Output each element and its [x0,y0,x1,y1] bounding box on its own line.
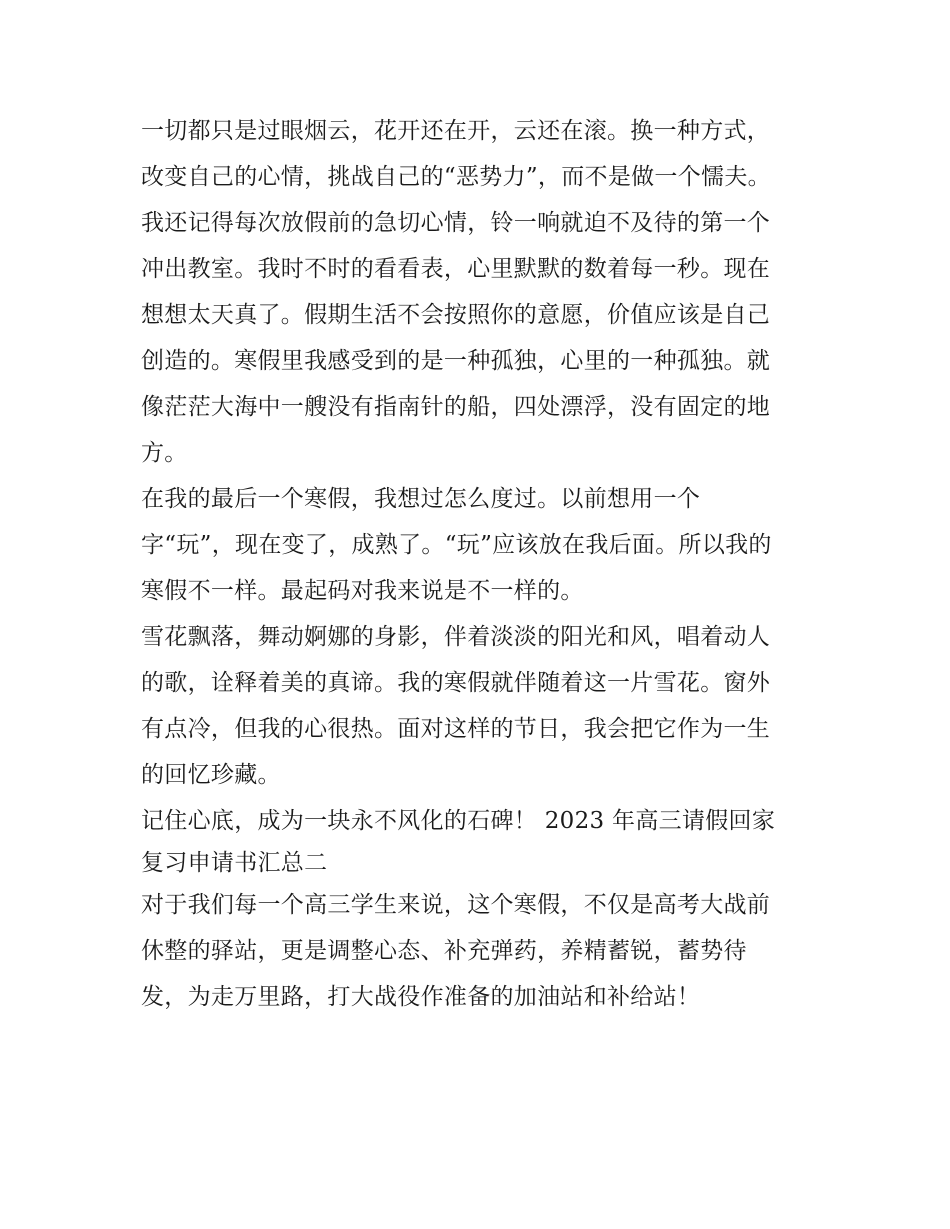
text-line: 的回忆珍藏。 [141,762,281,788]
text-line: 的歌，诠释着美的真谛。我的寒假就伴随着这一片雪花。窗外 [141,670,771,696]
text-line: 休整的驿站，更是调整心态、补充弹药，养精蓄锐，蓄势待 [141,938,747,964]
section-heading-line: 复习申请书汇总二 [141,850,328,876]
text-line: 在我的最后一个寒假，我想过怎么度过。以前想用一个 [141,486,701,512]
text-line: 对于我们每一个高三学生来说，这个寒假，不仅是高考大战前 [141,892,771,918]
document-body [141,108,821,1020]
text-line: 创造的。寒假里我感受到的是一种孤独，心里的一种孤独。就 [141,348,771,374]
text-line: 有点冷，但我的心很热。面对这样的节日，我会把它作为一生 [141,716,771,742]
text-line: 寒假不一样。最起码对我来说是不一样的。 [141,578,584,604]
text-line: 冲出教室。我时不时的看看表，心里默默的数着每一秒。现在 [141,256,771,282]
section-heading-line: 记住心底，成为一块永不风化的石碑！ 2023 年高三请假回家 [141,808,776,834]
text-line: 我还记得每次放假前的急切心情，铃一响就迫不及待的第一个 [141,210,771,236]
text-line: 字“玩”，现在变了，成熟了。“玩”应该放在我后面。所以我的 [141,532,772,558]
text-line: 想想太天真了。假期生活不会按照你的意愿，价值应该是自己 [141,302,771,328]
text-line: 像茫茫大海中一艘没有指南针的船，四处漂浮，没有固定的地 [141,394,771,420]
text-line: 雪花飘落，舞动婀娜的身影，伴着淡淡的阳光和风，唱着动人 [141,624,771,650]
text-line: 方。 [141,440,188,466]
text-line: 改变自己的心情，挑战自己的“恶势力”，而不是做一个懦夫。 [141,164,771,190]
text-line: 发，为走万里路，打大战役作准备的加油站和补给站！ [141,984,701,1010]
text-line: 一切都只是过眼烟云，花开还在开，云还在滚。换一种方式， [141,118,771,144]
